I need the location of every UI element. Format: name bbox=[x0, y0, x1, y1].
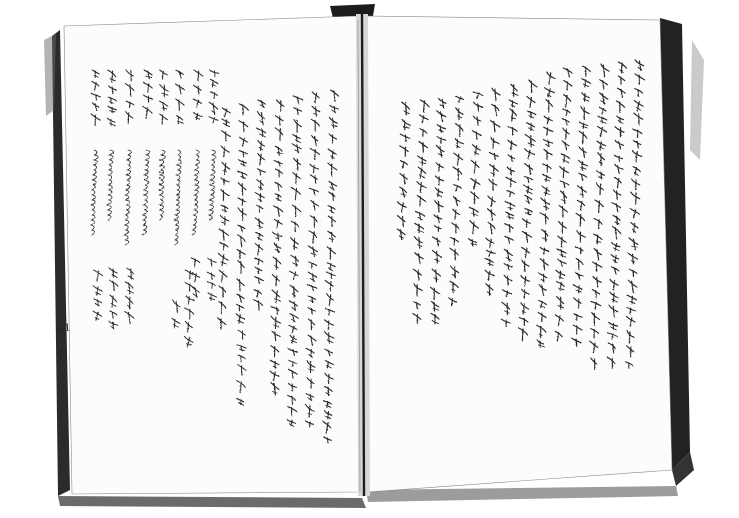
right-page bbox=[366, 16, 672, 492]
page-number: 21 bbox=[57, 322, 72, 335]
gutter bbox=[356, 14, 370, 496]
